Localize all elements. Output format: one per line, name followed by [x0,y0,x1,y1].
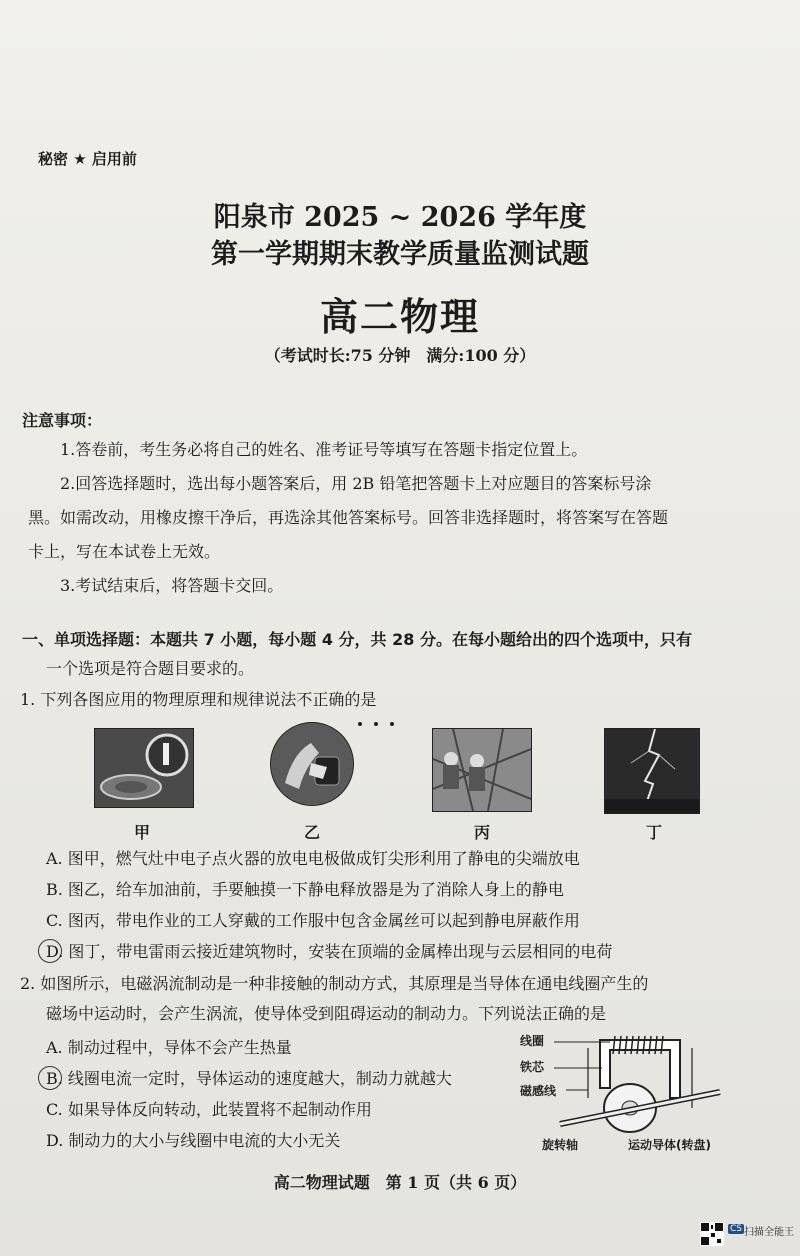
q2-option-d: D. 制动力的大小与线圈中电流的大小无关 [46,1131,341,1150]
label-coil: 线圈 [520,1034,545,1048]
q2-option-a: A. 制动过程中，导体不会产生热量 [46,1038,292,1057]
notice-item-2-line1: 2.回答选择题时，选出每小题答案后，用 2B 铅笔把答题卡上对应题目的答案标号涂 [60,474,652,493]
photo-jia [94,728,194,808]
label-iron-core: 铁芯 [520,1060,545,1074]
q2-stem-line1: 2. 如图所示，电磁涡流制动是一种非接触的制动方式，其原理是当导体在通电线圈产生的 [20,974,649,993]
exam-duration: （考试时长:75 分钟 满分:100 分） [264,346,536,365]
caption-jia: 甲 [134,823,151,842]
q1-option-c: C. 图丙，带电作业的工人穿戴的工作服中包含金属丝可以起到静电屏蔽作用 [46,911,580,930]
exam-title-line1: 阳泉市 2025 ~ 2026 学年度 [213,202,587,233]
scanner-watermark [700,1220,798,1250]
q1-stem: 1. 下列各图应用的物理原理和规律说法不正确的是 [20,690,377,709]
q2-option-c: C. 如果导体反向转动，此装置将不起制动作用 [46,1100,372,1119]
label-field-line: 磁感线 [520,1084,557,1098]
caption-yi: 乙 [304,823,321,842]
qr-code-icon [700,1222,724,1246]
q1-option-a: A. 图甲，燃气灶中电子点火器的放电电极做成钉尖形利用了静电的尖端放电 [46,849,580,868]
q2-option-b: B. 线圈电流一定时，导体运动的速度越大，制动力就越大 [46,1069,452,1088]
notice-item-3: 3.考试结束后，将答题卡交回。 [60,576,284,595]
section1-heading-line2: 一个选项是符合题目要求的。 [46,659,255,678]
q2-stem-line2: 磁场中运动时，会产生涡流，使导体受到阻碍运动的制动力。下列说法正确的是 [46,1004,607,1023]
exam-title-line2: 第一学期期末教学质量监测试题 [211,239,589,270]
label-axle: 旋转轴 [542,1138,579,1152]
section1-heading-line1: 一、单项选择题：本题共 7 小题，每小题 4 分，共 28 分。在每小题给出的四个选项中，只有 [22,630,692,649]
emphasis-dots [352,711,400,730]
scanner-app-name: 扫描全能王 [744,1227,794,1238]
subject-title: 高二物理 [319,295,480,339]
caption-bing: 丙 [474,823,491,842]
photo-ding [604,728,700,814]
label-conductor: 运动导体(转盘) [628,1138,711,1152]
photo-bing [432,728,532,812]
q1-option-d: D. 图丁，带电雷雨云接近建筑物时，安装在顶端的金属棒出现与云层相同的电荷 [46,942,613,961]
page-footer: 高二物理试题 第 1 页（共 6 页） [273,1173,527,1192]
notice-item-1: 1.答卷前，考生务必将自己的姓名、准考证号等填写在答题卡指定位置上。 [60,440,588,459]
eddy-brake-figure [520,1028,760,1158]
q1-option-b: B. 图乙，给车加油前，手要触摸一下静电释放器是为了消除人身上的静电 [46,880,564,899]
caption-ding: 丁 [646,823,663,842]
notice-item-2-line2: 黑。如需改动，用橡皮擦干净后，再选涂其他答案标号。回答非选择题时，将答案写在答题 [28,508,669,527]
cs-badge-icon: CS [730,1224,742,1234]
notice-item-2-line3: 卡上，写在本试卷上无效。 [28,542,221,561]
secret-label: 秘密 ★ 启用前 [38,150,137,168]
notice-heading: 注意事项： [22,411,103,430]
photo-yi [270,722,354,806]
